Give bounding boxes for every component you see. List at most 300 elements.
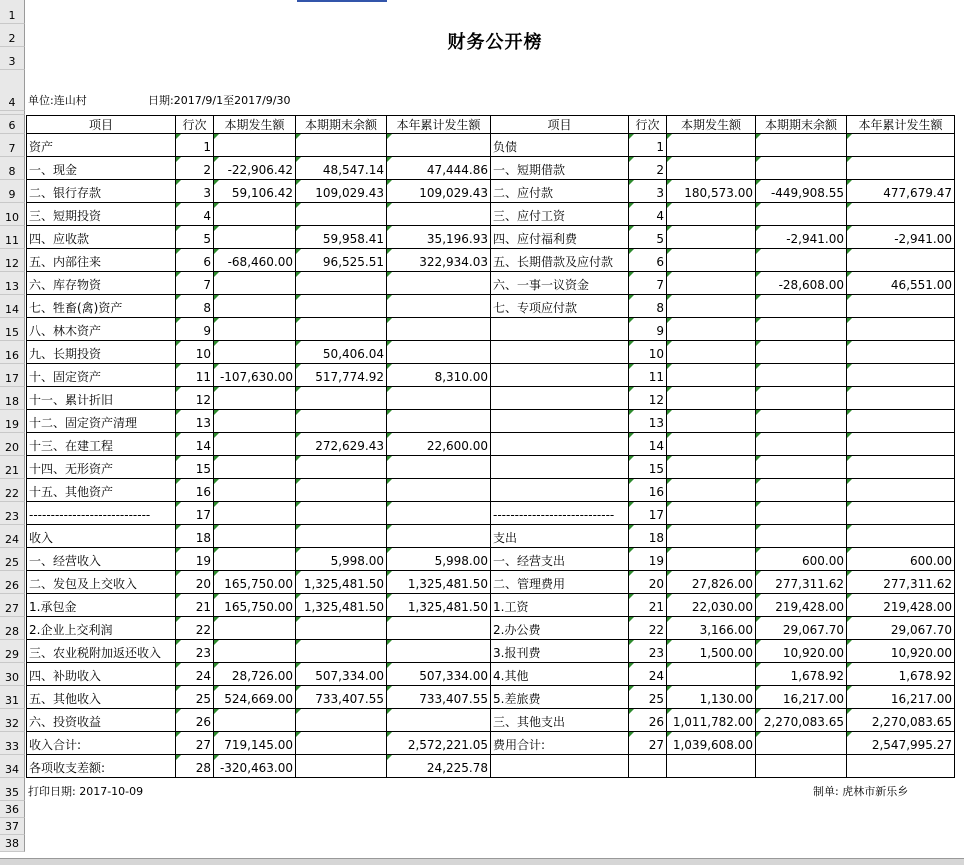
item-cell[interactable]: 1.承包金 xyxy=(26,594,176,617)
line-no-cell[interactable]: 4 xyxy=(629,203,667,226)
period-amount-cell[interactable] xyxy=(667,525,756,548)
row-header[interactable]: 20 xyxy=(0,433,25,456)
period-amount-cell[interactable]: 1,039,608.00 xyxy=(667,732,756,755)
ytd-amount-cell[interactable]: 35,196.93 xyxy=(387,226,491,249)
item-cell[interactable]: 支出 xyxy=(491,525,629,548)
item-cell[interactable]: 四、补助收入 xyxy=(26,663,176,686)
line-no-cell[interactable]: 26 xyxy=(176,709,214,732)
item-cell[interactable]: 七、牲畜(禽)资产 xyxy=(26,295,176,318)
row-header[interactable]: 21 xyxy=(0,456,25,479)
ytd-amount-cell[interactable]: 2,547,995.27 xyxy=(847,732,955,755)
period-amount-cell[interactable] xyxy=(667,479,756,502)
period-balance-cell[interactable]: 59,958.41 xyxy=(296,226,387,249)
line-no-cell[interactable]: 26 xyxy=(629,709,667,732)
item-cell[interactable]: 十五、其他资产 xyxy=(26,479,176,502)
ytd-amount-cell[interactable] xyxy=(847,525,955,548)
ytd-amount-cell[interactable]: 5,998.00 xyxy=(387,548,491,571)
period-amount-cell[interactable]: -22,906.42 xyxy=(214,157,296,180)
ytd-amount-cell[interactable]: 507,334.00 xyxy=(387,663,491,686)
row-header[interactable]: 30 xyxy=(0,663,25,686)
line-no-cell[interactable]: 11 xyxy=(176,364,214,387)
period-amount-cell[interactable] xyxy=(667,364,756,387)
period-balance-cell[interactable] xyxy=(756,203,847,226)
item-cell[interactable]: ---------------------------- xyxy=(26,502,176,525)
period-balance-cell[interactable] xyxy=(756,387,847,410)
line-no-cell[interactable]: 9 xyxy=(629,318,667,341)
period-amount-cell[interactable] xyxy=(214,134,296,157)
column-header[interactable]: 本期发生额 xyxy=(214,115,296,134)
period-amount-cell[interactable]: -320,463.00 xyxy=(214,755,296,778)
period-balance-cell[interactable]: 517,774.92 xyxy=(296,364,387,387)
period-amount-cell[interactable] xyxy=(667,203,756,226)
column-header[interactable]: 本年累计发生额 xyxy=(387,115,491,134)
period-amount-cell[interactable] xyxy=(667,341,756,364)
item-cell[interactable]: 三、短期投资 xyxy=(26,203,176,226)
line-no-cell[interactable]: 2 xyxy=(176,157,214,180)
ytd-amount-cell[interactable]: -2,941.00 xyxy=(847,226,955,249)
item-cell[interactable]: 五、其他收入 xyxy=(26,686,176,709)
item-cell[interactable]: 八、林木资产 xyxy=(26,318,176,341)
period-balance-cell[interactable] xyxy=(296,456,387,479)
line-no-cell[interactable]: 16 xyxy=(629,479,667,502)
item-cell[interactable] xyxy=(491,755,629,778)
ytd-amount-cell[interactable] xyxy=(847,134,955,157)
ytd-amount-cell[interactable]: 733,407.55 xyxy=(387,686,491,709)
period-amount-cell[interactable] xyxy=(214,203,296,226)
ytd-amount-cell[interactable]: 46,551.00 xyxy=(847,272,955,295)
item-cell[interactable]: 二、银行存款 xyxy=(26,180,176,203)
period-balance-cell[interactable] xyxy=(296,617,387,640)
line-no-cell[interactable]: 4 xyxy=(176,203,214,226)
ytd-amount-cell[interactable] xyxy=(387,203,491,226)
line-no-cell[interactable]: 12 xyxy=(176,387,214,410)
period-balance-cell[interactable]: -449,908.55 xyxy=(756,180,847,203)
period-balance-cell[interactable] xyxy=(756,732,847,755)
line-no-cell[interactable]: 13 xyxy=(176,410,214,433)
period-amount-cell[interactable]: 22,030.00 xyxy=(667,594,756,617)
line-no-cell[interactable]: 17 xyxy=(629,502,667,525)
period-amount-cell[interactable] xyxy=(667,548,756,571)
period-balance-cell[interactable]: 272,629.43 xyxy=(296,433,387,456)
line-no-cell[interactable]: 22 xyxy=(176,617,214,640)
row-header[interactable]: 25 xyxy=(0,548,25,571)
row-header[interactable]: 18 xyxy=(0,387,25,410)
ytd-amount-cell[interactable] xyxy=(387,617,491,640)
period-balance-cell[interactable]: -2,941.00 xyxy=(756,226,847,249)
period-amount-cell[interactable]: 719,145.00 xyxy=(214,732,296,755)
period-amount-cell[interactable]: 28,726.00 xyxy=(214,663,296,686)
period-amount-cell[interactable] xyxy=(667,410,756,433)
period-balance-cell[interactable] xyxy=(756,502,847,525)
row-header[interactable]: 11 xyxy=(0,226,25,249)
item-cell[interactable] xyxy=(491,387,629,410)
period-balance-cell[interactable] xyxy=(296,502,387,525)
ytd-amount-cell[interactable] xyxy=(387,502,491,525)
ytd-amount-cell[interactable] xyxy=(387,456,491,479)
period-amount-cell[interactable]: 1,130.00 xyxy=(667,686,756,709)
item-cell[interactable]: 十四、无形资产 xyxy=(26,456,176,479)
item-cell[interactable]: 负债 xyxy=(491,134,629,157)
column-header[interactable]: 行次 xyxy=(629,115,667,134)
row-header[interactable]: 1 xyxy=(0,0,25,24)
period-balance-cell[interactable]: 109,029.43 xyxy=(296,180,387,203)
period-amount-cell[interactable] xyxy=(214,295,296,318)
line-no-cell[interactable]: 20 xyxy=(176,571,214,594)
period-balance-cell[interactable]: 48,547.14 xyxy=(296,157,387,180)
item-cell[interactable]: 五、长期借款及应付款 xyxy=(491,249,629,272)
item-cell[interactable]: 四、应收款 xyxy=(26,226,176,249)
item-cell[interactable]: 七、专项应付款 xyxy=(491,295,629,318)
row-header[interactable]: 13 xyxy=(0,272,25,295)
line-no-cell[interactable]: 5 xyxy=(176,226,214,249)
item-cell[interactable]: 2.企业上交利润 xyxy=(26,617,176,640)
line-no-cell[interactable]: 16 xyxy=(176,479,214,502)
period-balance-cell[interactable] xyxy=(756,318,847,341)
line-no-cell[interactable]: 23 xyxy=(629,640,667,663)
row-header[interactable]: 36 xyxy=(0,801,25,818)
item-cell[interactable] xyxy=(491,410,629,433)
period-balance-cell[interactable] xyxy=(296,525,387,548)
row-header[interactable]: 4 xyxy=(0,70,25,111)
ytd-amount-cell[interactable] xyxy=(847,456,955,479)
line-no-cell[interactable]: 9 xyxy=(176,318,214,341)
period-balance-cell[interactable] xyxy=(296,410,387,433)
item-cell[interactable]: ---------------------------- xyxy=(491,502,629,525)
line-no-cell[interactable]: 1 xyxy=(629,134,667,157)
line-no-cell[interactable]: 18 xyxy=(176,525,214,548)
line-no-cell[interactable]: 20 xyxy=(629,571,667,594)
ytd-amount-cell[interactable]: 2,572,221.05 xyxy=(387,732,491,755)
period-balance-cell[interactable]: 2,270,083.65 xyxy=(756,709,847,732)
period-amount-cell[interactable] xyxy=(667,134,756,157)
item-cell[interactable]: 收入合计: xyxy=(26,732,176,755)
row-header[interactable]: 2 xyxy=(0,24,25,47)
line-no-cell[interactable]: 24 xyxy=(176,663,214,686)
period-balance-cell[interactable] xyxy=(756,479,847,502)
line-no-cell[interactable]: 7 xyxy=(176,272,214,295)
item-cell[interactable]: 3.报刊费 xyxy=(491,640,629,663)
line-no-cell[interactable]: 10 xyxy=(629,341,667,364)
ytd-amount-cell[interactable]: 29,067.70 xyxy=(847,617,955,640)
period-balance-cell[interactable] xyxy=(756,456,847,479)
period-amount-cell[interactable]: 524,669.00 xyxy=(214,686,296,709)
line-no-cell[interactable]: 17 xyxy=(176,502,214,525)
period-amount-cell[interactable]: 180,573.00 xyxy=(667,180,756,203)
period-balance-cell[interactable] xyxy=(296,640,387,663)
item-cell[interactable]: 六、库存物资 xyxy=(26,272,176,295)
period-balance-cell[interactable]: 10,920.00 xyxy=(756,640,847,663)
ytd-amount-cell[interactable]: 24,225.78 xyxy=(387,755,491,778)
period-balance-cell[interactable] xyxy=(756,134,847,157)
period-amount-cell[interactable] xyxy=(214,387,296,410)
line-no-cell[interactable]: 8 xyxy=(629,295,667,318)
period-amount-cell[interactable] xyxy=(214,479,296,502)
ytd-amount-cell[interactable]: 22,600.00 xyxy=(387,433,491,456)
period-balance-cell[interactable]: 600.00 xyxy=(756,548,847,571)
period-balance-cell[interactable] xyxy=(296,318,387,341)
ytd-amount-cell[interactable]: 8,310.00 xyxy=(387,364,491,387)
line-no-cell[interactable]: 27 xyxy=(176,732,214,755)
row-header[interactable]: 23 xyxy=(0,502,25,525)
column-header[interactable]: 行次 xyxy=(176,115,214,134)
ytd-amount-cell[interactable] xyxy=(847,157,955,180)
item-cell[interactable]: 各项收支差额: xyxy=(26,755,176,778)
row-header[interactable]: 8 xyxy=(0,157,25,180)
item-cell[interactable]: 一、经营收入 xyxy=(26,548,176,571)
period-amount-cell[interactable] xyxy=(667,456,756,479)
ytd-amount-cell[interactable] xyxy=(387,525,491,548)
item-cell[interactable] xyxy=(491,318,629,341)
row-header[interactable]: 15 xyxy=(0,318,25,341)
period-amount-cell[interactable] xyxy=(214,640,296,663)
column-header[interactable]: 本期发生额 xyxy=(667,115,756,134)
line-no-cell[interactable]: 2 xyxy=(629,157,667,180)
item-cell[interactable]: 三、农业税附加返还收入 xyxy=(26,640,176,663)
row-header[interactable]: 16 xyxy=(0,341,25,364)
row-header[interactable]: 27 xyxy=(0,594,25,617)
ytd-amount-cell[interactable]: 47,444.86 xyxy=(387,157,491,180)
period-balance-cell[interactable] xyxy=(296,479,387,502)
period-balance-cell[interactable] xyxy=(296,134,387,157)
item-cell[interactable]: 五、内部往来 xyxy=(26,249,176,272)
item-cell[interactable] xyxy=(491,479,629,502)
period-balance-cell[interactable] xyxy=(296,295,387,318)
ytd-amount-cell[interactable] xyxy=(847,249,955,272)
period-balance-cell[interactable] xyxy=(756,341,847,364)
line-no-cell[interactable]: 24 xyxy=(629,663,667,686)
item-cell[interactable] xyxy=(491,341,629,364)
period-amount-cell[interactable] xyxy=(667,157,756,180)
ytd-amount-cell[interactable] xyxy=(387,387,491,410)
period-balance-cell[interactable] xyxy=(296,203,387,226)
period-amount-cell[interactable] xyxy=(667,226,756,249)
ytd-amount-cell[interactable]: 10,920.00 xyxy=(847,640,955,663)
period-amount-cell[interactable] xyxy=(214,410,296,433)
ytd-amount-cell[interactable] xyxy=(387,295,491,318)
row-header[interactable]: 24 xyxy=(0,525,25,548)
row-header[interactable]: 10 xyxy=(0,203,25,226)
ytd-amount-cell[interactable] xyxy=(847,364,955,387)
column-header[interactable]: 本期期末余额 xyxy=(756,115,847,134)
period-amount-cell[interactable] xyxy=(667,663,756,686)
item-cell[interactable]: 九、长期投资 xyxy=(26,341,176,364)
period-balance-cell[interactable]: -28,608.00 xyxy=(756,272,847,295)
period-amount-cell[interactable] xyxy=(214,525,296,548)
line-no-cell[interactable]: 25 xyxy=(629,686,667,709)
period-balance-cell[interactable] xyxy=(756,295,847,318)
item-cell[interactable]: 十、固定资产 xyxy=(26,364,176,387)
period-amount-cell[interactable]: 3,166.00 xyxy=(667,617,756,640)
ytd-amount-cell[interactable] xyxy=(387,134,491,157)
row-header[interactable]: 6 xyxy=(0,115,25,134)
ytd-amount-cell[interactable]: 2,270,083.65 xyxy=(847,709,955,732)
item-cell[interactable]: 4.其他 xyxy=(491,663,629,686)
item-cell[interactable]: 四、应付福利费 xyxy=(491,226,629,249)
period-amount-cell[interactable] xyxy=(214,226,296,249)
item-cell[interactable] xyxy=(491,456,629,479)
row-header[interactable]: 14 xyxy=(0,295,25,318)
period-amount-cell[interactable] xyxy=(667,502,756,525)
ytd-amount-cell[interactable] xyxy=(847,479,955,502)
column-header[interactable]: 本年累计发生额 xyxy=(847,115,955,134)
line-no-cell[interactable]: 6 xyxy=(176,249,214,272)
period-amount-cell[interactable] xyxy=(214,617,296,640)
line-no-cell[interactable]: 27 xyxy=(629,732,667,755)
line-no-cell[interactable]: 13 xyxy=(629,410,667,433)
period-amount-cell[interactable] xyxy=(667,295,756,318)
period-balance-cell[interactable]: 96,525.51 xyxy=(296,249,387,272)
item-cell[interactable] xyxy=(491,433,629,456)
row-header[interactable]: 34 xyxy=(0,755,25,778)
period-amount-cell[interactable] xyxy=(214,341,296,364)
item-cell[interactable]: 六、一事一议资金 xyxy=(491,272,629,295)
column-header[interactable]: 项目 xyxy=(26,115,176,134)
line-no-cell[interactable]: 23 xyxy=(176,640,214,663)
ytd-amount-cell[interactable]: 1,678.92 xyxy=(847,663,955,686)
period-balance-cell[interactable]: 219,428.00 xyxy=(756,594,847,617)
line-no-cell[interactable]: 3 xyxy=(176,180,214,203)
ytd-amount-cell[interactable] xyxy=(387,272,491,295)
period-amount-cell[interactable] xyxy=(667,318,756,341)
period-balance-cell[interactable]: 733,407.55 xyxy=(296,686,387,709)
period-balance-cell[interactable] xyxy=(296,709,387,732)
column-header[interactable]: 本期期末余额 xyxy=(296,115,387,134)
line-no-cell[interactable]: 22 xyxy=(629,617,667,640)
row-header[interactable]: 3 xyxy=(0,47,25,70)
line-no-cell[interactable]: 19 xyxy=(176,548,214,571)
row-header[interactable]: 32 xyxy=(0,709,25,732)
line-no-cell[interactable]: 10 xyxy=(176,341,214,364)
row-header[interactable]: 7 xyxy=(0,134,25,157)
period-balance-cell[interactable] xyxy=(296,272,387,295)
column-header[interactable]: 项目 xyxy=(491,115,629,134)
line-no-cell[interactable]: 12 xyxy=(629,387,667,410)
ytd-amount-cell[interactable] xyxy=(387,479,491,502)
period-balance-cell[interactable]: 277,311.62 xyxy=(756,571,847,594)
item-cell[interactable]: 2.办公费 xyxy=(491,617,629,640)
item-cell[interactable]: 费用合计: xyxy=(491,732,629,755)
line-no-cell[interactable]: 14 xyxy=(176,433,214,456)
line-no-cell[interactable]: 5 xyxy=(629,226,667,249)
ytd-amount-cell[interactable] xyxy=(847,318,955,341)
period-balance-cell[interactable] xyxy=(756,755,847,778)
ytd-amount-cell[interactable] xyxy=(847,502,955,525)
row-header[interactable]: 12 xyxy=(0,249,25,272)
item-cell[interactable]: 三、其他支出 xyxy=(491,709,629,732)
ytd-amount-cell[interactable] xyxy=(847,295,955,318)
period-balance-cell[interactable] xyxy=(756,525,847,548)
row-header[interactable]: 26 xyxy=(0,571,25,594)
period-amount-cell[interactable]: 59,106.42 xyxy=(214,180,296,203)
ytd-amount-cell[interactable]: 322,934.03 xyxy=(387,249,491,272)
period-balance-cell[interactable] xyxy=(756,410,847,433)
period-amount-cell[interactable] xyxy=(214,548,296,571)
row-header[interactable]: 17 xyxy=(0,364,25,387)
period-amount-cell[interactable] xyxy=(667,433,756,456)
period-amount-cell[interactable]: 165,750.00 xyxy=(214,571,296,594)
line-no-cell[interactable]: 15 xyxy=(629,456,667,479)
period-amount-cell[interactable] xyxy=(214,709,296,732)
row-header[interactable]: 29 xyxy=(0,640,25,663)
ytd-amount-cell[interactable] xyxy=(387,410,491,433)
ytd-amount-cell[interactable] xyxy=(387,341,491,364)
ytd-amount-cell[interactable] xyxy=(387,709,491,732)
row-header[interactable]: 37 xyxy=(0,818,25,835)
ytd-amount-cell[interactable]: 477,679.47 xyxy=(847,180,955,203)
item-cell[interactable]: 收入 xyxy=(26,525,176,548)
ytd-amount-cell[interactable]: 1,325,481.50 xyxy=(387,594,491,617)
line-no-cell[interactable]: 19 xyxy=(629,548,667,571)
ytd-amount-cell[interactable] xyxy=(847,410,955,433)
period-balance-cell[interactable] xyxy=(296,387,387,410)
period-amount-cell[interactable]: 27,826.00 xyxy=(667,571,756,594)
period-balance-cell[interactable]: 5,998.00 xyxy=(296,548,387,571)
period-amount-cell[interactable] xyxy=(667,249,756,272)
period-amount-cell[interactable]: -107,630.00 xyxy=(214,364,296,387)
line-no-cell[interactable]: 1 xyxy=(176,134,214,157)
row-header[interactable]: 19 xyxy=(0,410,25,433)
line-no-cell[interactable]: 18 xyxy=(629,525,667,548)
line-no-cell[interactable]: 11 xyxy=(629,364,667,387)
ytd-amount-cell[interactable]: 600.00 xyxy=(847,548,955,571)
period-amount-cell[interactable]: -68,460.00 xyxy=(214,249,296,272)
period-balance-cell[interactable] xyxy=(756,433,847,456)
row-header[interactable]: 33 xyxy=(0,732,25,755)
ytd-amount-cell[interactable]: 219,428.00 xyxy=(847,594,955,617)
period-amount-cell[interactable]: 1,500.00 xyxy=(667,640,756,663)
item-cell[interactable] xyxy=(491,364,629,387)
period-balance-cell[interactable]: 50,406.04 xyxy=(296,341,387,364)
period-balance-cell[interactable] xyxy=(756,249,847,272)
period-amount-cell[interactable] xyxy=(667,387,756,410)
period-balance-cell[interactable] xyxy=(756,157,847,180)
ytd-amount-cell[interactable] xyxy=(847,341,955,364)
ytd-amount-cell[interactable]: 16,217.00 xyxy=(847,686,955,709)
period-balance-cell[interactable]: 16,217.00 xyxy=(756,686,847,709)
row-header[interactable]: 28 xyxy=(0,617,25,640)
ytd-amount-cell[interactable]: 1,325,481.50 xyxy=(387,571,491,594)
period-amount-cell[interactable] xyxy=(214,502,296,525)
ytd-amount-cell[interactable] xyxy=(387,318,491,341)
period-amount-cell[interactable]: 165,750.00 xyxy=(214,594,296,617)
item-cell[interactable]: 资产 xyxy=(26,134,176,157)
item-cell[interactable]: 一、短期借款 xyxy=(491,157,629,180)
line-no-cell[interactable]: 28 xyxy=(176,755,214,778)
ytd-amount-cell[interactable] xyxy=(387,640,491,663)
ytd-amount-cell[interactable]: 277,311.62 xyxy=(847,571,955,594)
line-no-cell[interactable]: 14 xyxy=(629,433,667,456)
line-no-cell[interactable]: 21 xyxy=(176,594,214,617)
item-cell[interactable]: 十一、累计折旧 xyxy=(26,387,176,410)
line-no-cell[interactable]: 7 xyxy=(629,272,667,295)
ytd-amount-cell[interactable] xyxy=(847,203,955,226)
period-amount-cell[interactable]: 1,011,782.00 xyxy=(667,709,756,732)
period-balance-cell[interactable]: 1,678.92 xyxy=(756,663,847,686)
line-no-cell[interactable]: 15 xyxy=(176,456,214,479)
period-balance-cell[interactable] xyxy=(296,732,387,755)
period-amount-cell[interactable] xyxy=(667,755,756,778)
row-header[interactable]: 31 xyxy=(0,686,25,709)
ytd-amount-cell[interactable]: 109,029.43 xyxy=(387,180,491,203)
period-amount-cell[interactable] xyxy=(214,272,296,295)
row-header[interactable]: 9 xyxy=(0,180,25,203)
line-no-cell[interactable]: 25 xyxy=(176,686,214,709)
item-cell[interactable]: 一、现金 xyxy=(26,157,176,180)
ytd-amount-cell[interactable] xyxy=(847,433,955,456)
period-amount-cell[interactable] xyxy=(214,318,296,341)
line-no-cell[interactable]: 8 xyxy=(176,295,214,318)
period-balance-cell[interactable] xyxy=(756,364,847,387)
